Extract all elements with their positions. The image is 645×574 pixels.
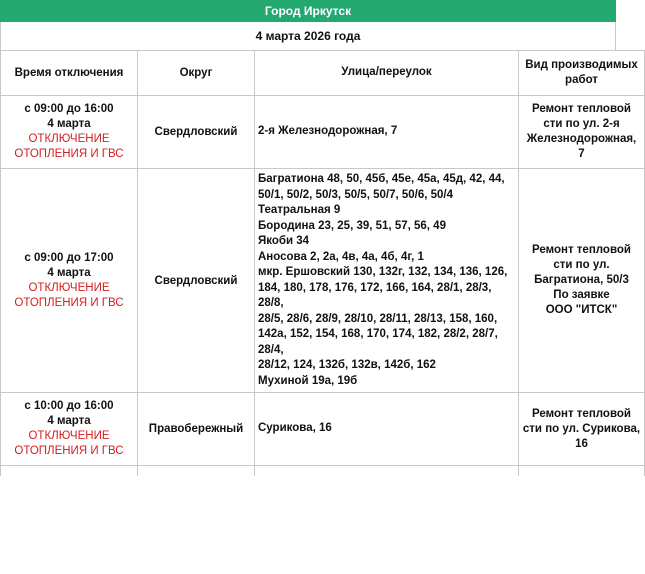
empty-cell [255, 466, 519, 477]
col-header-time: Время отключения [1, 51, 138, 96]
table-row [1, 393, 645, 466]
street-line: Мухиной 19а, 19б [258, 374, 358, 387]
outage-status: ОТКЛЮЧЕНИЕ [28, 281, 110, 294]
empty-cell [519, 466, 645, 477]
district-cell: Свердловский [138, 96, 255, 169]
col-header-district: Округ [138, 51, 255, 96]
empty-cell [138, 466, 255, 477]
outage-day: 4 марта [47, 118, 91, 130]
work-cell [519, 169, 645, 393]
street-line: 142а, 152, 154, 168, 170, 174, 182, 28/2, 28/7, 28/4, [258, 328, 498, 356]
outage-status: ОТКЛЮЧЕНИЕ [28, 133, 110, 145]
street-line: Бородина 23, 25, 39, 51, 57, 56, 49 [258, 219, 446, 232]
time-range: с 09:00 до 16:00 [24, 103, 114, 115]
street-line: мкр. Ершовский 130, 132г, 132, 134, 136, 126, [258, 266, 508, 278]
street-cell [255, 96, 519, 169]
street-cell [255, 169, 519, 393]
time-cell [1, 169, 138, 393]
street-line: Якоби 34 [258, 235, 310, 247]
table-header-row [1, 51, 645, 96]
work-cell: Ремонт тепловой сти по ул. 2-я Железнодорожная, 7 [519, 96, 645, 169]
street-line: 184, 180, 178, 176, 172, 166, 164, 28/1, 28/3, 28/8, [258, 281, 492, 309]
outage-status: ОТОПЛЕНИЯ И ГВС [14, 296, 124, 309]
street-line: 28/5, 28/6, 28/9, 28/10, 28/11, 28/13, 158, 160, [258, 312, 498, 325]
time-cell [1, 393, 138, 466]
street-line: 28/12, 124, 132б, 132в, 142б, 162 [258, 359, 436, 371]
outage-day: 4 марта [47, 415, 91, 427]
col-header-work: Вид производимых работ [519, 51, 645, 96]
work-description: Ремонт тепловой сти по ул. Багратиона, 50/3 [532, 244, 631, 286]
table-row [1, 169, 645, 393]
time-range: с 10:00 до 16:00 [24, 400, 114, 412]
street-line: Багратиона 48, 50, 45б, 45е, 45а, 45д, 42, 44, [258, 173, 505, 185]
table-row-partial [1, 466, 645, 477]
col-header-street: Улица/переулок [255, 51, 519, 96]
outage-table [0, 50, 645, 476]
outage-status: ОТКЛЮЧЕНИЕ [28, 430, 110, 442]
street-cell [255, 393, 519, 466]
work-request: По заявке [553, 289, 610, 301]
time-cell [1, 96, 138, 169]
street-line: 50/1, 50/2, 50/3, 50/5, 50/7, 50/6, 50/4 [258, 188, 454, 201]
table-row [1, 96, 645, 169]
outage-status: ОТОПЛЕНИЯ И ГВС [14, 445, 124, 457]
street-line: Театральная 9 [258, 204, 341, 216]
street-line: Аносова 2, 2а, 4в, 4а, 4б, 4г, 1 [258, 250, 424, 263]
street-line: Сурикова, 16 [258, 422, 332, 435]
district-cell: Правобережный [138, 393, 255, 466]
time-range: с 09:00 до 17:00 [24, 251, 114, 264]
work-cell: Ремонт тепловой сти по ул. Сурикова, 16 [519, 393, 645, 466]
outage-status: ОТОПЛЕНИЯ И ГВС [14, 148, 124, 160]
work-company: ООО "ИТСК" [545, 304, 618, 316]
district-cell: Свердловский [138, 169, 255, 393]
outage-day: 4 марта [47, 266, 91, 279]
street-line: 2-я Железнодорожная, 7 [258, 125, 398, 138]
empty-cell [1, 466, 138, 477]
date-heading: 4 марта 2026 года [0, 22, 616, 50]
city-title-bar: Город Иркутск [0, 0, 616, 22]
